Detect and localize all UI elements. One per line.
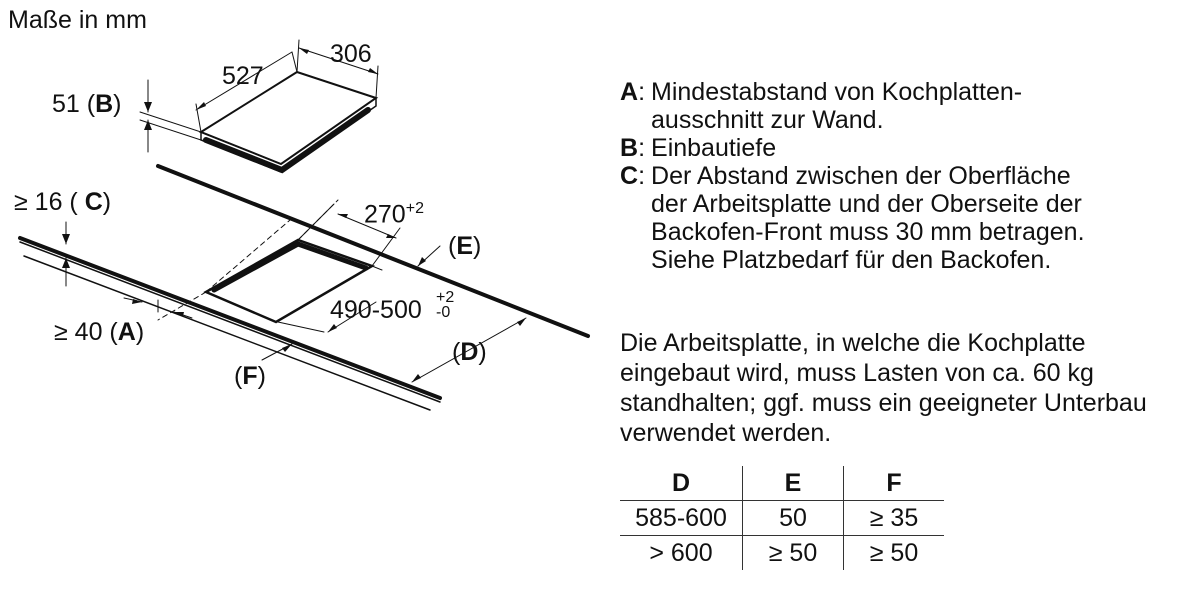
dim-490-label xyxy=(330,296,422,324)
table-cell: ≥ 50 xyxy=(743,536,844,571)
dim-490-value: 490-500 xyxy=(330,296,422,324)
dim-c-key: C xyxy=(84,188,103,216)
table-cell: 50 xyxy=(743,501,844,536)
legend-text-b: Einbautiefe xyxy=(651,134,777,162)
table-header-row xyxy=(620,466,944,501)
dim-306-label: 306 xyxy=(330,40,372,68)
dim-a-key: A xyxy=(117,318,136,346)
label-d-key: D xyxy=(460,338,479,366)
dim-a-value: ≥ 40 xyxy=(54,318,103,346)
dim-b-key: B xyxy=(95,90,114,118)
legend xyxy=(620,78,1091,274)
legend-text-c: Der Abstand zwischen der Oberfläche der Arbeitsplatte und der Oberseite der Backofen-Front muss 30 mm betragen. Siehe Platzbedarf für den Backofen. xyxy=(651,162,1085,274)
table-header-e: E xyxy=(743,466,844,501)
legend-item-c: C : Der Abstand zwischen der Oberfläche der Arbeitsplatte und der Oberseite der Backofen-Front muss 30 mm betragen. Siehe Platzbedarf für den Backofen. xyxy=(620,162,1091,274)
caption: Maße in mm xyxy=(8,6,147,34)
dim-527-label: 527 xyxy=(222,62,264,90)
legend-item-a: A : Mindestabstand von Kochplattenausschnitt zur Wand. xyxy=(620,78,1091,134)
legend-key-c: C xyxy=(620,162,639,190)
label-e: (E) xyxy=(448,232,482,260)
dim-270-tolerance: +2 xyxy=(405,200,424,217)
legend-key-a: A xyxy=(620,78,639,106)
table-cell: ≥ 35 xyxy=(844,501,945,536)
legend-item-b: B : Einbautiefe xyxy=(620,134,1091,162)
dim-b-label: 51 (B) xyxy=(52,90,122,118)
label-f-key: F xyxy=(242,362,258,390)
table-row xyxy=(620,501,944,536)
dim-a-label: ≥ 40 (A) xyxy=(54,318,145,346)
dim-c-label: ≥ 16 ( C) xyxy=(14,188,112,216)
load-note: Die Arbeitsplatte, in welche die Kochplatte eingebaut wird, muss Lasten von ca. 60 kg standhalten; ggf. muss ein geeigneter Unterbau verwendet werden. xyxy=(620,329,1147,447)
label-e-key: E xyxy=(456,232,474,260)
dim-270-value: 270 xyxy=(364,200,406,229)
dimension-table xyxy=(620,466,944,570)
dim-270-label xyxy=(364,195,424,228)
table-row xyxy=(620,536,944,571)
dim-490-tolerance xyxy=(436,290,454,320)
table-cell: ≥ 50 xyxy=(844,536,945,571)
dim-b-value: 51 xyxy=(52,90,80,118)
dim-490-tol-minus: -0 xyxy=(436,304,451,321)
label-d: (D) xyxy=(452,338,487,366)
table-cell: > 600 xyxy=(649,538,713,567)
dim-490-tol-plus: +2 xyxy=(436,289,455,306)
label-f: (F) xyxy=(234,362,266,390)
table-header-f: F xyxy=(844,466,945,501)
table-cell: 585-600 xyxy=(620,501,743,536)
table-header-d: D xyxy=(620,466,743,501)
dim-c-value: ≥ 16 xyxy=(14,188,63,216)
legend-key-b: B xyxy=(620,134,639,162)
legend-text-a: Mindestabstand von Kochplattenausschnitt zur Wand. xyxy=(651,78,1023,134)
